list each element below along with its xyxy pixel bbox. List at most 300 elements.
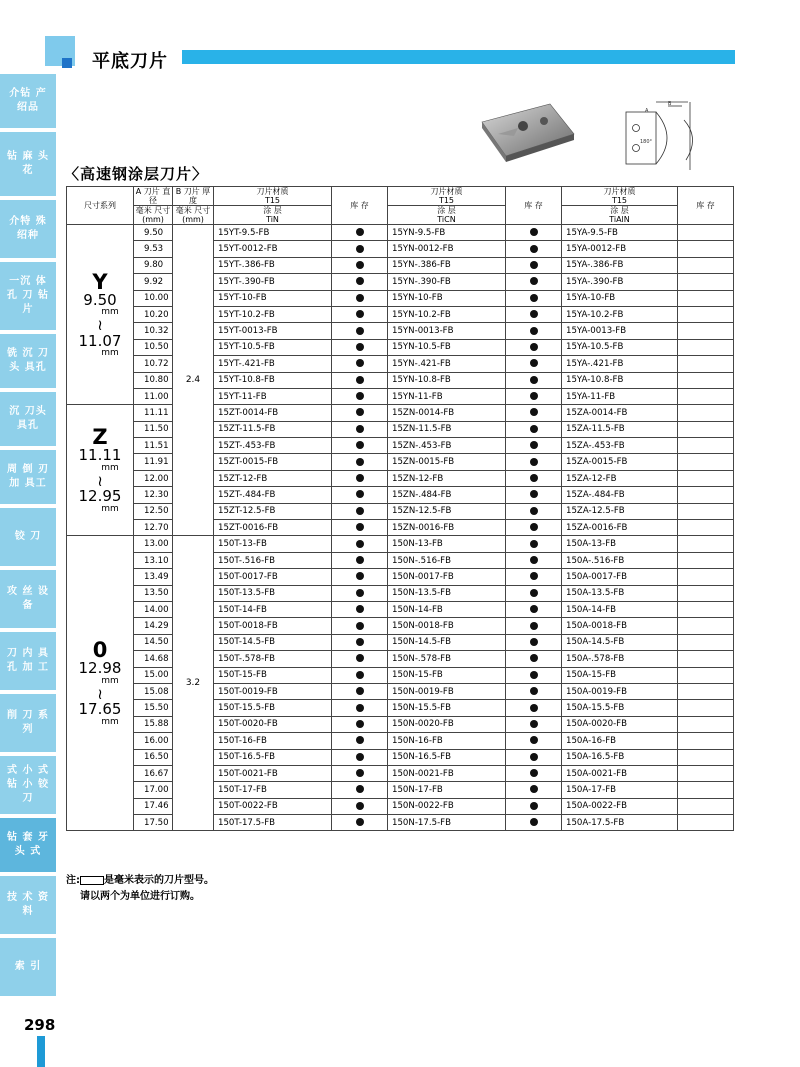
sidebar-tab-8[interactable]: 铰 刀 — [0, 508, 56, 568]
table-row — [67, 569, 734, 585]
part-number-tialn: 150A-.578-FB — [562, 651, 678, 667]
note-line-2: 请以两个为单位进行订购。 — [80, 891, 200, 902]
series-max: 17.65 — [78, 700, 122, 719]
stock-cell-ticn — [506, 454, 562, 470]
in-stock-dot-icon — [356, 720, 364, 728]
table-row — [67, 356, 734, 372]
part-number-ticn: 15ZN-11.5-FB — [388, 421, 506, 437]
part-number-tialn: 15YA-.390-FB — [562, 274, 678, 290]
part-number-tialn: 15YA-0013-FB — [562, 323, 678, 339]
in-stock-dot-icon — [356, 490, 364, 498]
diameter-cell: 16.50 — [134, 749, 173, 765]
in-stock-dot-icon — [356, 228, 364, 236]
stock-cell-tialn — [678, 667, 734, 683]
in-stock-dot-icon — [530, 523, 538, 531]
part-number-tin: 15ZT-.484-FB — [214, 487, 332, 503]
series-range-tilde: ≀ — [97, 684, 103, 703]
stock-cell-tialn — [678, 257, 734, 273]
part-number-ticn: 150N-0017-FB — [388, 569, 506, 585]
part-number-tin: 150T-14-FB — [214, 601, 332, 617]
insert-photo-icon — [478, 100, 738, 170]
series-max-unit: mm — [101, 504, 119, 514]
series-min-unit: mm — [101, 676, 119, 687]
stock-cell-tin — [332, 683, 388, 699]
in-stock-dot-icon — [530, 687, 538, 695]
in-stock-dot-icon — [356, 556, 364, 564]
stock-cell-tin — [332, 487, 388, 503]
part-number-ticn: 150N-0022-FB — [388, 798, 506, 814]
stock-cell-tialn — [678, 241, 734, 257]
stock-cell-ticn — [506, 798, 562, 814]
stock-cell-tialn — [678, 372, 734, 388]
stock-cell-ticn — [506, 782, 562, 798]
in-stock-dot-icon — [530, 605, 538, 613]
series-min: 9.50 — [83, 290, 117, 309]
part-number-tin: 15YT-10.5-FB — [214, 339, 332, 355]
in-stock-dot-icon — [530, 671, 538, 679]
stock-cell-tialn — [678, 274, 734, 290]
part-number-tialn: 15YA-10-FB — [562, 290, 678, 306]
stock-cell-ticn — [506, 241, 562, 257]
diameter-cell: 11.00 — [134, 388, 173, 404]
stock-cell-tialn — [678, 683, 734, 699]
diameter-cell: 10.50 — [134, 339, 173, 355]
diameter-cell: 9.53 — [134, 241, 173, 257]
stock-cell-tin — [332, 274, 388, 290]
diameter-cell: 14.29 — [134, 618, 173, 634]
part-number-ticn: 150N-14.5-FB — [388, 634, 506, 650]
in-stock-dot-icon — [530, 490, 538, 498]
part-number-tialn: 15ZA-11.5-FB — [562, 421, 678, 437]
stock-cell-ticn — [506, 601, 562, 617]
stock-cell-tin — [332, 601, 388, 617]
part-number-tin: 150T-17-FB — [214, 782, 332, 798]
part-number-tialn: 150A-15-FB — [562, 667, 678, 683]
diameter-cell: 14.50 — [134, 634, 173, 650]
part-number-tialn: 150A-16-FB — [562, 733, 678, 749]
part-number-tialn: 15YA-11-FB — [562, 388, 678, 404]
part-number-tialn: 150A-0020-FB — [562, 716, 678, 732]
part-number-tin: 150T-0017-FB — [214, 569, 332, 585]
sidebar-tab-5[interactable]: 铣 沉 刀头 具孔 — [0, 334, 56, 390]
stock-cell-tialn — [678, 388, 734, 404]
in-stock-dot-icon — [530, 294, 538, 302]
part-number-tialn: 150A-0019-FB — [562, 683, 678, 699]
stock-cell-tin — [332, 454, 388, 470]
diameter-cell: 15.08 — [134, 683, 173, 699]
header-coating-tialn: 涂 层 TiAlN — [562, 206, 678, 225]
part-number-tin: 15ZT-12-FB — [214, 470, 332, 486]
diameter-cell: 15.88 — [134, 716, 173, 732]
in-stock-dot-icon — [530, 310, 538, 318]
diameter-cell: 13.49 — [134, 569, 173, 585]
series-range-tilde: ≀ — [97, 315, 103, 334]
diameter-cell: 16.67 — [134, 765, 173, 781]
stock-cell-ticn — [506, 815, 562, 831]
table-row — [67, 683, 734, 699]
in-stock-dot-icon — [530, 736, 538, 744]
stock-cell-ticn — [506, 765, 562, 781]
part-number-tin: 150T-16.5-FB — [214, 749, 332, 765]
stock-cell-tin — [332, 323, 388, 339]
table-row — [67, 815, 734, 831]
series-max: 12.95 — [78, 487, 122, 506]
part-number-tin: 15YT-9.5-FB — [214, 225, 332, 241]
stock-cell-tialn — [678, 503, 734, 519]
size-series-cell — [67, 536, 134, 831]
part-number-tialn: 15ZA-12.5-FB — [562, 503, 678, 519]
table-row — [67, 782, 734, 798]
in-stock-dot-icon — [530, 818, 538, 826]
table-row — [67, 225, 734, 241]
sidebar-tab-3[interactable]: 介特 殊 绍种 — [0, 200, 56, 260]
stock-cell-tin — [332, 798, 388, 814]
stock-cell-ticn — [506, 585, 562, 601]
stock-cell-ticn — [506, 438, 562, 454]
table-row — [67, 700, 734, 716]
stock-cell-tialn — [678, 798, 734, 814]
sidebar-tab-6[interactable]: 沉 刀头 具孔 — [0, 392, 56, 448]
series-max-unit: mm — [101, 348, 119, 359]
in-stock-dot-icon — [356, 785, 364, 793]
in-stock-dot-icon — [356, 687, 364, 695]
header-size-series: 尺寸系列 — [67, 187, 134, 225]
svg-text:180°: 180° — [640, 139, 653, 145]
in-stock-dot-icon — [356, 671, 364, 679]
part-number-ticn: 15ZN-.484-FB — [388, 487, 506, 503]
thickness-cell: 3.2 — [173, 536, 214, 831]
table-row — [67, 733, 734, 749]
part-number-ticn: 150N-17.5-FB — [388, 815, 506, 831]
in-stock-dot-icon — [530, 540, 538, 548]
part-number-tin: 150T-13-FB — [214, 536, 332, 552]
table-row — [67, 618, 734, 634]
part-number-tin: 15ZT-0016-FB — [214, 520, 332, 536]
stock-cell-tialn — [678, 782, 734, 798]
diameter-cell: 11.50 — [134, 421, 173, 437]
part-number-ticn: 150N-0019-FB — [388, 683, 506, 699]
in-stock-dot-icon — [530, 556, 538, 564]
part-number-tin: 15ZT-12.5-FB — [214, 503, 332, 519]
stock-cell-tin — [332, 470, 388, 486]
part-number-tin: 150T-.516-FB — [214, 552, 332, 568]
part-number-ticn: 150N-15.5-FB — [388, 700, 506, 716]
part-number-tialn: 15YA-.386-FB — [562, 257, 678, 273]
stock-cell-tin — [332, 765, 388, 781]
part-number-tialn: 15ZA-0014-FB — [562, 405, 678, 421]
table-row — [67, 503, 734, 519]
part-number-ticn: 150N-17-FB — [388, 782, 506, 798]
part-number-ticn: 15ZN-0014-FB — [388, 405, 506, 421]
series-range-tilde: ≀ — [97, 471, 103, 490]
series-letter: Y — [92, 269, 108, 294]
part-number-tialn: 150A-0022-FB — [562, 798, 678, 814]
diameter-cell: 11.11 — [134, 405, 173, 421]
part-number-ticn: 15ZN-12-FB — [388, 470, 506, 486]
stock-cell-tin — [332, 733, 388, 749]
stock-cell-tin — [332, 569, 388, 585]
sidebar-tab-14[interactable]: 技 术 资 料 — [0, 876, 56, 936]
diameter-cell: 14.00 — [134, 601, 173, 617]
thickness-cell: 2.4 — [173, 225, 214, 536]
diameter-cell: 16.00 — [134, 733, 173, 749]
stock-cell-tin — [332, 306, 388, 322]
stock-cell-tialn — [678, 815, 734, 831]
table-row — [67, 438, 734, 454]
table-row — [67, 421, 734, 437]
part-number-ticn: 150N-.578-FB — [388, 651, 506, 667]
in-stock-dot-icon — [356, 261, 364, 269]
diameter-cell: 10.00 — [134, 290, 173, 306]
sidebar-tab-2[interactable]: 钻 麻 头花 — [0, 132, 56, 198]
part-number-tialn: 150A-0017-FB — [562, 569, 678, 585]
diameter-cell: 15.00 — [134, 667, 173, 683]
part-number-tialn: 150A-17-FB — [562, 782, 678, 798]
in-stock-dot-icon — [356, 474, 364, 482]
in-stock-dot-icon — [356, 327, 364, 335]
in-stock-dot-icon — [530, 458, 538, 466]
stock-cell-ticn — [506, 683, 562, 699]
in-stock-dot-icon — [356, 753, 364, 761]
part-number-tin: 150T-13.5-FB — [214, 585, 332, 601]
sidebar-tab-15[interactable]: 索 引 — [0, 938, 56, 998]
part-number-tin: 15YT-.390-FB — [214, 274, 332, 290]
header-thickness: B 刀片 厚度 — [173, 187, 214, 206]
in-stock-dot-icon — [530, 261, 538, 269]
part-number-tialn: 150A-13.5-FB — [562, 585, 678, 601]
part-number-tin: 15YT-0013-FB — [214, 323, 332, 339]
stock-cell-tialn — [678, 405, 734, 421]
stock-cell-ticn — [506, 487, 562, 503]
diameter-cell: 15.50 — [134, 700, 173, 716]
diameter-cell: 12.50 — [134, 503, 173, 519]
stock-cell-tialn — [678, 421, 734, 437]
in-stock-dot-icon — [356, 818, 364, 826]
part-number-tialn: 150A-13-FB — [562, 536, 678, 552]
part-number-ticn: 15YN-0012-FB — [388, 241, 506, 257]
part-number-ticn: 15YN-.390-FB — [388, 274, 506, 290]
table-row — [67, 290, 734, 306]
part-number-tin: 15YT-0012-FB — [214, 241, 332, 257]
series-min-unit: mm — [101, 307, 119, 318]
page-title: 平底刀片 — [92, 51, 168, 72]
svg-text:A: A — [645, 108, 649, 114]
in-stock-dot-icon — [530, 376, 538, 384]
part-number-tialn: 15YA-9.5-FB — [562, 225, 678, 241]
stock-cell-tin — [332, 225, 388, 241]
in-stock-dot-icon — [356, 638, 364, 646]
stock-cell-tialn — [678, 520, 734, 536]
sidebar-tab-4[interactable]: 一沉 体孔 刀 钻片 — [0, 262, 56, 332]
part-number-tin: 150T-16-FB — [214, 733, 332, 749]
in-stock-dot-icon — [530, 753, 538, 761]
in-stock-dot-icon — [356, 605, 364, 613]
sidebar-tab-11[interactable]: 削 刀 系 列 — [0, 694, 56, 754]
in-stock-dot-icon — [530, 441, 538, 449]
sidebar-tab-9[interactable]: 攻 丝 设 备 — [0, 570, 56, 630]
part-number-tialn: 150A-0021-FB — [562, 765, 678, 781]
stock-cell-tialn — [678, 601, 734, 617]
diameter-cell: 11.91 — [134, 454, 173, 470]
blade-spec-table — [66, 186, 734, 831]
part-number-ticn: 150N-.516-FB — [388, 552, 506, 568]
part-number-ticn: 15YN-10.5-FB — [388, 339, 506, 355]
part-number-tialn: 15ZA-0016-FB — [562, 520, 678, 536]
part-number-ticn: 150N-0021-FB — [388, 765, 506, 781]
stock-cell-tin — [332, 700, 388, 716]
header-stock-tin: 库 存 — [332, 187, 388, 225]
header-coating-ticn: 涂 层 TiCN — [388, 206, 506, 225]
stock-cell-ticn — [506, 356, 562, 372]
header-material-ticn: 刀片材质 T15 — [388, 187, 506, 206]
diameter-cell: 9.80 — [134, 257, 173, 273]
sidebar-tab-1[interactable]: 介钻 产 绍品 — [0, 74, 56, 130]
table-row — [67, 470, 734, 486]
part-number-ticn: 15ZN-0016-FB — [388, 520, 506, 536]
part-number-tialn: 150A-14.5-FB — [562, 634, 678, 650]
in-stock-dot-icon — [530, 507, 538, 515]
series-max-unit: mm — [101, 717, 119, 728]
diameter-cell: 9.50 — [134, 225, 173, 241]
in-stock-dot-icon — [356, 622, 364, 630]
notes — [66, 873, 214, 905]
stock-cell-ticn — [506, 405, 562, 421]
in-stock-dot-icon — [530, 245, 538, 253]
stock-cell-tialn — [678, 651, 734, 667]
part-number-tialn: 150A-17.5-FB — [562, 815, 678, 831]
part-number-tialn: 15YA-10.8-FB — [562, 372, 678, 388]
stock-cell-tin — [332, 552, 388, 568]
table-row — [67, 749, 734, 765]
table-row — [67, 536, 734, 552]
part-number-tialn: 150A-15.5-FB — [562, 700, 678, 716]
stock-cell-tialn — [678, 585, 734, 601]
stock-cell-tialn — [678, 470, 734, 486]
table-row — [67, 634, 734, 650]
part-number-ticn: 150N-13-FB — [388, 536, 506, 552]
stock-cell-tin — [332, 241, 388, 257]
in-stock-dot-icon — [530, 720, 538, 728]
stock-cell-tin — [332, 372, 388, 388]
stock-cell-ticn — [506, 388, 562, 404]
stock-cell-tialn — [678, 306, 734, 322]
header-material-tialn: 刀片材质 T15 — [562, 187, 678, 206]
header-diameter-unit: 毫米 尺寸 (mm) — [134, 206, 173, 225]
part-number-tialn: 15ZA-12-FB — [562, 470, 678, 486]
in-stock-dot-icon — [356, 441, 364, 449]
table-row — [67, 552, 734, 568]
in-stock-dot-icon — [530, 359, 538, 367]
part-number-tialn: 15YA-10.2-FB — [562, 306, 678, 322]
stock-cell-tialn — [678, 618, 734, 634]
part-number-tin: 150T-15.5-FB — [214, 700, 332, 716]
in-stock-dot-icon — [530, 572, 538, 580]
series-min: 12.98 — [78, 659, 122, 678]
sidebar-tab-10[interactable]: 刀 内 具孔 加 工 — [0, 632, 56, 692]
stock-cell-tin — [332, 339, 388, 355]
in-stock-dot-icon — [356, 589, 364, 597]
stock-cell-ticn — [506, 339, 562, 355]
page-number-bar — [37, 1036, 45, 1067]
stock-cell-tin — [332, 405, 388, 421]
diameter-cell: 13.00 — [134, 536, 173, 552]
in-stock-dot-icon — [356, 572, 364, 580]
diameter-cell: 12.70 — [134, 520, 173, 536]
series-letter: 0 — [92, 638, 108, 663]
sidebar-tab-12[interactable]: 式 小 式 钻 小 铰 刀 — [0, 756, 56, 816]
stock-cell-tin — [332, 421, 388, 437]
note-line-1: 注: 是毫米表示的刀片型号。 — [66, 875, 214, 886]
part-number-tialn: 15YA-.421-FB — [562, 356, 678, 372]
part-number-tin: 15ZT-.453-FB — [214, 438, 332, 454]
diameter-cell: 14.68 — [134, 651, 173, 667]
stock-cell-tin — [332, 290, 388, 306]
stock-cell-tin — [332, 716, 388, 732]
sidebar-tab-7[interactable]: 周 倒 刃加 具工 — [0, 450, 56, 506]
section-title: 〈高速钢涂层刀片〉 — [64, 165, 209, 183]
in-stock-dot-icon — [356, 736, 364, 744]
part-number-ticn: 15YN-10.8-FB — [388, 372, 506, 388]
table-row — [67, 520, 734, 536]
header-material-tin: 刀片材质 T15 — [214, 187, 332, 206]
stock-cell-tin — [332, 520, 388, 536]
stock-cell-ticn — [506, 651, 562, 667]
part-number-tialn: 15ZA-.484-FB — [562, 487, 678, 503]
page-number: 298 — [24, 1016, 56, 1034]
svg-text:B: B — [668, 101, 672, 107]
stock-cell-tin — [332, 257, 388, 273]
part-number-ticn: 15YN-11-FB — [388, 388, 506, 404]
diameter-cell: 17.46 — [134, 798, 173, 814]
part-number-tialn: 15ZA-.453-FB — [562, 438, 678, 454]
part-number-tin: 150T-0021-FB — [214, 765, 332, 781]
header-thickness-unit: 毫米 尺寸 (mm) — [173, 206, 214, 225]
stock-cell-tialn — [678, 356, 734, 372]
part-number-tin: 150T-0020-FB — [214, 716, 332, 732]
stock-cell-tin — [332, 618, 388, 634]
part-number-ticn: 150N-15-FB — [388, 667, 506, 683]
stock-cell-tialn — [678, 339, 734, 355]
stock-cell-ticn — [506, 372, 562, 388]
diameter-cell: 13.10 — [134, 552, 173, 568]
part-number-tin: 15YT-10.2-FB — [214, 306, 332, 322]
stock-cell-ticn — [506, 306, 562, 322]
stock-cell-ticn — [506, 569, 562, 585]
stock-cell-tialn — [678, 749, 734, 765]
table-row — [67, 601, 734, 617]
stock-cell-ticn — [506, 667, 562, 683]
stock-cell-tin — [332, 782, 388, 798]
diameter-cell: 17.00 — [134, 782, 173, 798]
in-stock-dot-icon — [530, 785, 538, 793]
sidebar-tab-13[interactable]: 钻 套 牙 头 式 — [0, 818, 56, 874]
part-number-ticn: 15YN-10.2-FB — [388, 306, 506, 322]
diameter-cell: 12.30 — [134, 487, 173, 503]
in-stock-dot-icon — [356, 310, 364, 318]
stock-cell-tialn — [678, 733, 734, 749]
in-stock-dot-icon — [356, 523, 364, 531]
header-diameter: A 刀片 直径 — [134, 187, 173, 206]
stock-cell-tin — [332, 438, 388, 454]
table-row — [67, 585, 734, 601]
stock-cell-ticn — [506, 700, 562, 716]
part-number-tin: 15ZT-11.5-FB — [214, 421, 332, 437]
in-stock-dot-icon — [356, 769, 364, 777]
table-row — [67, 372, 734, 388]
diameter-cell: 9.92 — [134, 274, 173, 290]
part-number-ticn: 15YN-.386-FB — [388, 257, 506, 273]
stock-cell-ticn — [506, 536, 562, 552]
